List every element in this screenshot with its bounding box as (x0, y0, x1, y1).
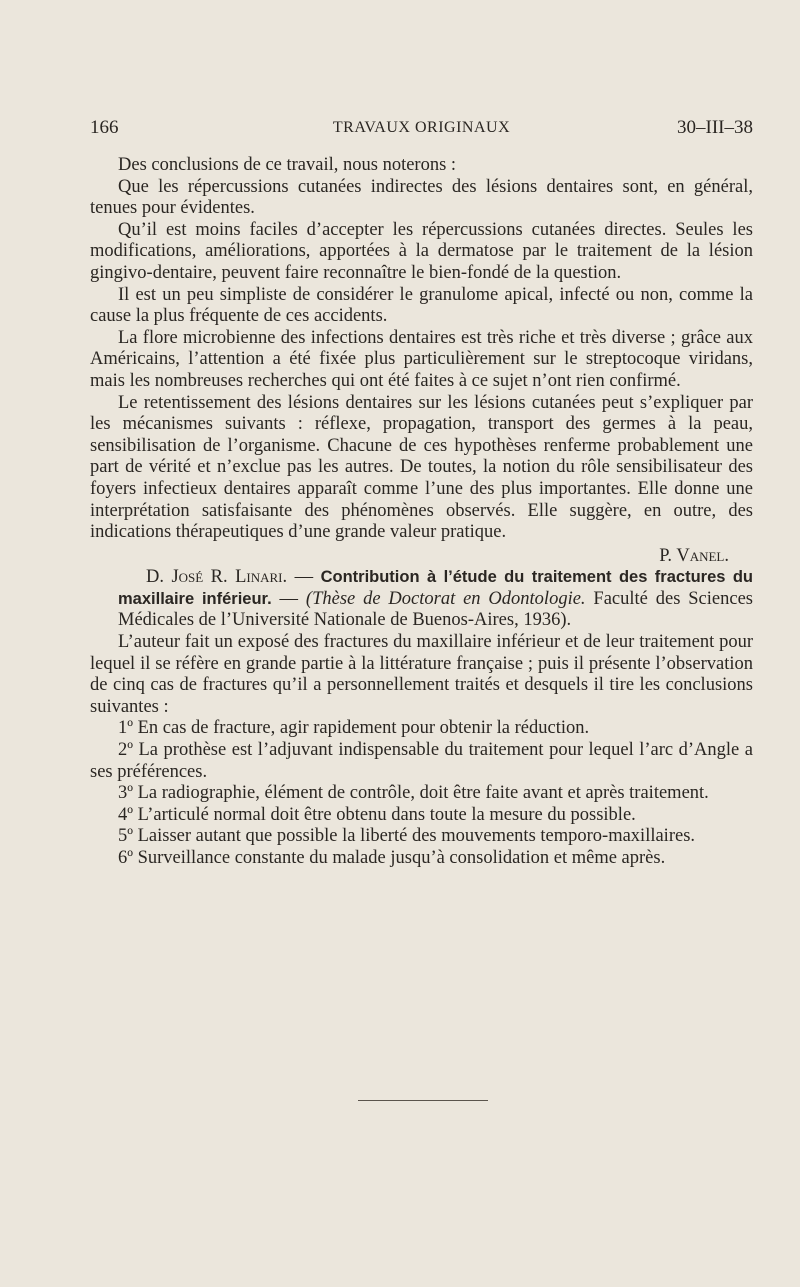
review-title: Contribution à l’étude du traitement des fractures du maxillaire inférieur. (118, 568, 753, 608)
review-heading (90, 567, 753, 632)
conclusion-item: 4º L’articulé normal doit être obtenu dans toute la mesure du possible. (118, 804, 636, 825)
paragraph: Qu’il est moins faciles d’accepter les répercussions cutanées directes. Seules les modifications, améliorations, apportées à la dermatose par le traitement de la lésion gingivo-dentaire, peuvent faire reconnaître le bien-fondé de la question. (90, 219, 753, 283)
paragraph: Que les répercussions cutanées indirectes des lésions dentaires sont, en général, tenues pour évidentes. (90, 176, 753, 219)
review-source: (Thèse de Doctorat en Odontologie. (305, 588, 586, 609)
conclusion-item: 1º En cas de fracture, agir rapidement pour obtenir la réduction. (118, 718, 590, 739)
paragraph: Des conclusions de ce travail, nous noterons : (118, 155, 457, 175)
conclusion-item: 2º La prothèse est l’adjuvant indispensable du traitement pour lequel l’arc d’Angle a ses préférences. (90, 740, 753, 782)
review-dash: — (287, 567, 321, 588)
review-author: D. José R. Linari. (146, 567, 288, 588)
paragraph: La flore microbienne des infections dentaires est très riche et très diverse ; grâce aux Américains, l’attention a été fixée plus particulièrement sur le streptocoque viridans, mais les nombreuses recherches qui ont été faites à ce sujet n’ont rien confirmé. (90, 327, 753, 391)
conclusion-item: 3º La radiographie, élément de contrôle, doit être faite avant et après traitement. (118, 783, 709, 804)
paragraph: Le retentissement des lésions dentaires sur les lésions cutanées peut s’expliquer par les mécanismes suivants : réflexe, propagation, transport des germes à la peau, sensibilisation de l’organisme. Chacune de ces hypothèses renferme probablement une part de vérité et n’exclue pas les autres. De toutes, la notion du rôle sensibilisateur des foyers infectieux dentaires apparaît comme l’une des plus importantes. Elle donne une interprétation satisfaisante des phénomènes observés. Elle suggère, en outre, des indications thérapeutiques d’une grande valeur pratique. (90, 392, 753, 543)
page-body (90, 155, 753, 870)
signature: P. Vanel. (659, 545, 729, 566)
paragraph: Il est un peu simpliste de considérer le granulome apical, infecté ou non, comme la cause la plus fréquente de ces accidents. (90, 284, 753, 327)
conclusion-item: 5º Laisser autant que possible la liberté des mouvements temporo-maxillaires. (118, 826, 696, 847)
paragraph: L’auteur fait un exposé des fractures du maxillaire inférieur et de leur traitement pour lequel il se réfère en grande partie à la littérature française ; puis il présente l’observation de cinq cas de fractures qu’il a personnellement traités et desquels il tire les conclusions suivantes : (90, 632, 753, 717)
running-title: TRAVAUX ORIGINAUX (332, 119, 511, 136)
page-number: 166 (90, 117, 119, 138)
issue-date: 30–III–38 (677, 117, 753, 138)
conclusion-item: 6º Surveillance constante du malade jusqu’à consolidation et même après. (118, 848, 666, 868)
end-rule (358, 1100, 488, 1101)
review-source-rest: Faculté des Sciences Médicales de l’Université Nationale de Buenos-Aires, 1936). (118, 588, 753, 631)
review-dash-2: — (271, 588, 306, 609)
